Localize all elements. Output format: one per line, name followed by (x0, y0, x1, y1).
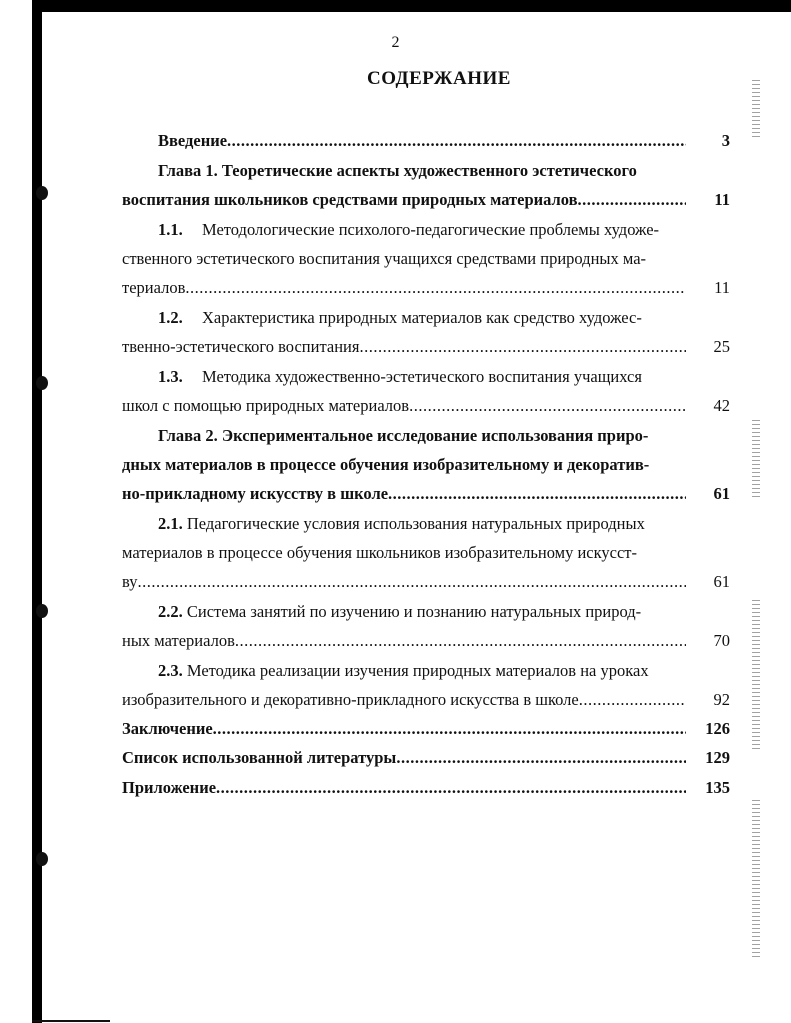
toc-chapter-1-line[interactable]: Глава 1. Теоретические аспекты художественного эстетического (158, 161, 637, 180)
scan-mark-bottom (32, 1020, 110, 1022)
toc-entry-text: изобразительного и декоративно-прикладного искусства в школе (122, 690, 579, 709)
toc-leader-dots (227, 130, 686, 152)
toc-page-number: 42 (713, 396, 730, 415)
toc-entry-text: ных материалов (122, 631, 235, 650)
toc-entry-text: воспитания школьников средствами природных материалов (122, 190, 578, 209)
toc-entry-appendix[interactable] (122, 777, 730, 799)
toc-page-number: 70 (713, 631, 730, 650)
toc-leader-dots (579, 689, 686, 711)
punch-hole-mark (36, 852, 48, 866)
toc-entry-text: Система занятий по изучению и познанию натуральных природ- (186, 602, 642, 621)
toc-page-number: 129 (705, 748, 730, 767)
toc-page-number: 3 (721, 131, 730, 150)
toc-entry-text: Методика художественно-эстетического воспитания учащихся (202, 367, 642, 386)
page-title: СОДЕРЖАНИЕ (367, 68, 511, 89)
toc-section-number: 2.2. (158, 602, 183, 621)
toc-entry-conclusion[interactable] (122, 718, 730, 740)
toc-leader-dots (359, 336, 686, 358)
toc-chapter-2-line-last[interactable] (122, 483, 730, 505)
toc-entry-text: Методологические психолого-педагогические проблемы художе- (202, 220, 660, 239)
toc-section-2-1-line-last[interactable] (122, 571, 730, 593)
toc-entry-text: твенно-эстетического воспитания (122, 337, 360, 356)
toc-page-number: 11 (714, 278, 730, 297)
toc-page-number: 126 (705, 719, 730, 738)
toc-section-1-1-line[interactable]: ственного эстетического воспитания учащихся средствами природных ма- (122, 249, 647, 268)
toc-page-number: 11 (714, 190, 730, 209)
toc-section-1-3-line[interactable] (122, 366, 766, 388)
toc-leader-dots (235, 630, 686, 652)
toc-chapter-2-line[interactable]: дных материалов в процессе обучения изобразительному и декоратив- (122, 455, 650, 474)
toc-leader-dots (216, 777, 686, 799)
toc-chapter-1-line-last[interactable] (122, 189, 730, 211)
toc-section-1-2-line[interactable] (122, 307, 766, 329)
toc-section-number: 2.1. (158, 514, 183, 533)
toc-section-number: 2.3. (158, 661, 183, 680)
toc-entry-intro[interactable] (122, 130, 730, 152)
toc-entry-text: териалов (122, 278, 186, 297)
toc-entry-references[interactable] (122, 747, 730, 769)
toc-entry-text: Список использованной литературы (122, 748, 397, 767)
scan-noise (752, 800, 760, 960)
toc-page-number: 25 (713, 337, 730, 356)
toc-entry-text: Приложение (122, 778, 217, 797)
toc-section-number: 1.1. (158, 220, 183, 239)
punch-hole-mark (36, 604, 48, 618)
toc-section-1-1-line-last[interactable] (122, 277, 730, 299)
toc-leader-dots (578, 189, 686, 211)
toc-entry-text: Методика реализации изучения природных материалов на уроках (186, 661, 649, 680)
punch-hole-mark (36, 186, 48, 200)
page-number: 2 (391, 34, 400, 51)
toc-leader-dots (388, 483, 686, 505)
toc-page-number: 135 (705, 778, 730, 797)
toc-section-1-2-line-last[interactable] (122, 336, 730, 358)
toc-page-number: 61 (713, 572, 730, 591)
toc-section-2-2-line[interactable] (122, 601, 766, 623)
toc-entry-text: ву (122, 572, 138, 591)
toc-leader-dots (409, 395, 686, 417)
toc-entry-text: Введение (158, 131, 228, 150)
toc-entry-text: Заключение (122, 719, 213, 738)
toc-section-2-2-line-last[interactable] (122, 630, 730, 652)
toc-leader-dots (213, 718, 686, 740)
toc-entry-text: школ с помощью природных материалов (122, 396, 410, 415)
scan-border-left (32, 0, 42, 1023)
toc-leader-dots (185, 277, 686, 299)
toc-section-1-3-line-last[interactable] (122, 395, 730, 417)
toc-section-2-1-line[interactable] (122, 513, 766, 535)
toc-section-1-1-line[interactable] (122, 219, 766, 241)
toc-leader-dots (137, 571, 686, 593)
toc-page-number: 61 (713, 484, 730, 503)
toc-leader-dots (396, 747, 686, 769)
toc-entry-text: Педагогические условия использования натуральных природных (186, 514, 645, 533)
toc-chapter-2-line[interactable]: Глава 2. Экспериментальное исследование использования приро- (158, 426, 649, 445)
toc-section-2-3-line[interactable] (122, 660, 766, 682)
punch-hole-mark (36, 376, 48, 390)
toc-section-2-3-line-last[interactable] (122, 689, 730, 711)
toc-section-2-1-line[interactable]: материалов в процессе обучения школьников изобразительному искусст- (122, 543, 637, 562)
toc-section-number: 1.2. (158, 308, 183, 327)
toc-entry-text: но-прикладному искусству в школе (122, 484, 389, 503)
toc-entry-text: Характеристика природных материалов как средство художес- (202, 308, 642, 327)
toc-section-number: 1.3. (158, 367, 183, 386)
scan-border-top (32, 0, 791, 12)
toc-page-number: 92 (713, 690, 730, 709)
